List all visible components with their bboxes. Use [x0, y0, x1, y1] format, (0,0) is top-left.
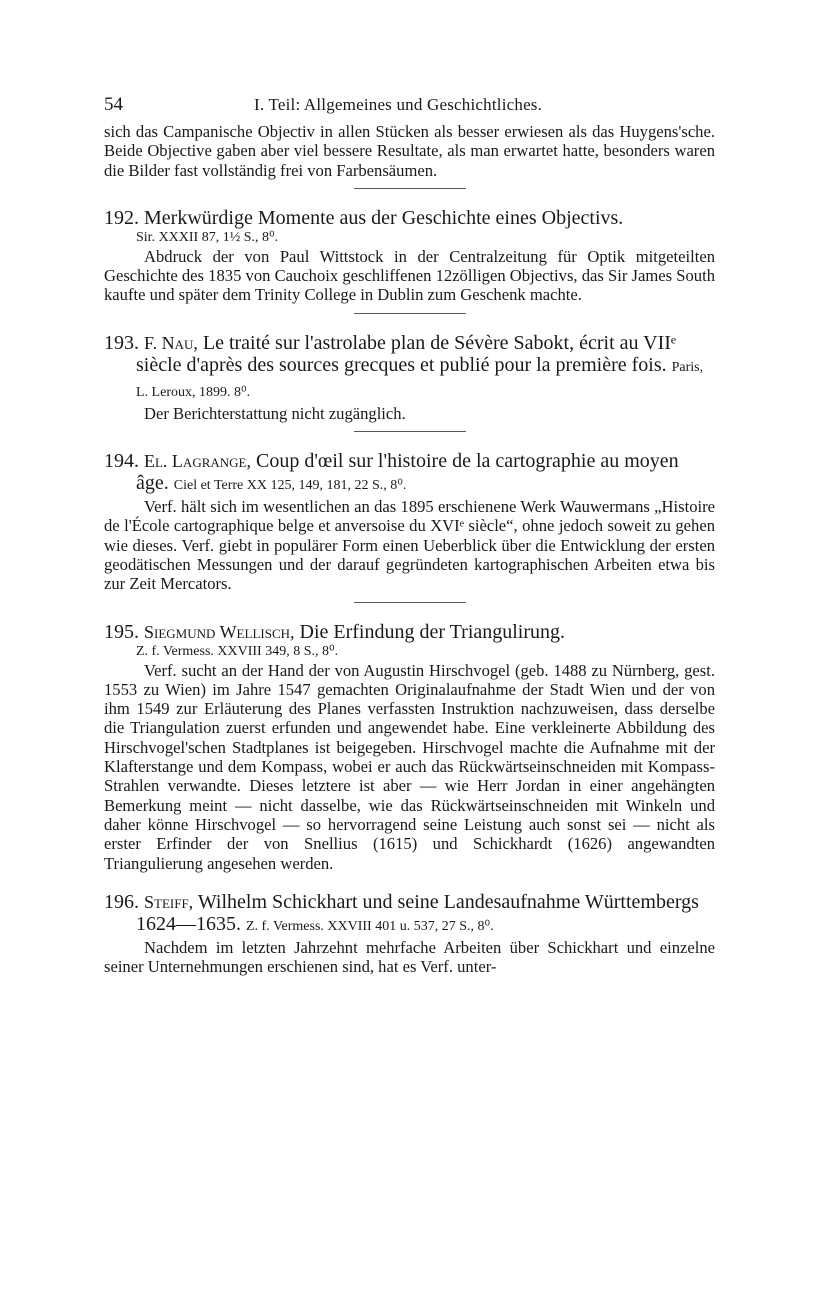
- entry-body: Verf. sucht an der Hand der von Augustin Hirschvogel (geb. 1488 zu Nürnberg, gest. 1553 zu Wien) im Jahre 1547 gemachten Originalaufnahme der Stadt Wien und der von ihm 1549 zur Erläuterung des Planes verfassten Instruktion nachzuweisen, dass derselbe die Triangulation zuerst erfunden und angewendet habe. Eine verkleinerte Abbildung des Hirschvogel'schen Stadtplanes ist beigegeben. Hirschvogel machte die Aufnahme mit der Klafterstange und dem Kompass, wobei er auch das Rückwärtseinschneiden mit Kompass-Strahlen verwandte. Dieses letztere ist aber — wie Herr Jordan in einer angehängten Bemerkung meint — nicht dasselbe, wie das Rückwärtseinschneiden mit Winkeln und daher könne Hirschvogel — so hervorragend seine Leistung auch sonst sei — nicht als erster Erfinder der von Snellius (1615) und Schickhardt (1626) angewandten Triangulierung angesehen werden.: [104, 660, 715, 873]
- entry-heading: [104, 621, 715, 661]
- entry-source: Ciel et Terre XX 125, 149, 181, 22 S., 8⁰.: [173, 478, 407, 494]
- document-page: [104, 92, 715, 976]
- entry-title: Le traité sur l'astrolabe plan de Sévère Sabokt, écrit au VIIᵉ siècle d'après des sources grecques et publié pour la première fois.: [136, 331, 677, 376]
- entry-title: Merkwürdige Momente aus der Geschichte eines Objectivs.: [144, 206, 624, 229]
- entry-author: Siegmund Wellisch,: [144, 621, 295, 642]
- entry-author: El. Lagrange,: [144, 451, 251, 472]
- entry-body: Nachdem im letzten Jahrzehnt mehrfache Arbeiten über Schickhart und einzelne seiner Unternehmungen erschienen sind, hat es Verf. unter-: [104, 937, 715, 977]
- entry-heading: [104, 207, 715, 247]
- entry-source: Z. f. Vermess. XXVIII 349, 8 S., 8⁰.: [136, 643, 339, 659]
- section-divider: [354, 188, 466, 189]
- entry-196: [104, 891, 715, 977]
- entry-number: 192.: [104, 206, 139, 229]
- entry-title: Coup d'œil sur l'histoire de la cartographie au moyen âge.: [136, 450, 679, 495]
- page-number: 54: [104, 94, 123, 115]
- spacer: [104, 873, 715, 891]
- entry-author: F. Nau,: [144, 332, 198, 353]
- entry-body: Abdruck der von Paul Wittstock in der Centralzeitung für Optik mitgeteilten Geschichte des 1835 von Cauchoix geschliffenen 12zölligen Objectivs, das Sir James South kaufte und später dem Trinity College in Dublin zum Geschenk machte.: [104, 246, 715, 305]
- entry-heading: [104, 332, 715, 404]
- entry-body: Der Berichterstattung nicht zugänglich.: [144, 403, 406, 423]
- running-title: I. Teil: Allgemeines und Geschichtliches.: [254, 95, 543, 114]
- section-divider: [354, 431, 466, 432]
- entry-192: [104, 207, 715, 305]
- entry-194: [104, 450, 715, 593]
- section-divider: [354, 313, 466, 314]
- entry-body: Verf. hält sich im wesentlichen an das 1895 erschienene Werk Wauwermans „Histoire de l'École cartographique belge et anversoise du XVIᵉ siècle“, ohne jedoch soweit zu gehen wie dieses. Verf. giebt in populärer Form einen Ueberblick über die Entwicklung der ersten geodätischen Messungen und der darauf gegründeten kartographischen Arbeiten etwa bis zur Zeit Mercators.: [104, 497, 715, 594]
- entry-number: 195.: [104, 620, 139, 643]
- entry-author: Steiff,: [144, 891, 194, 912]
- entry-number: 196.: [104, 890, 139, 913]
- entry-number: 193.: [104, 331, 139, 354]
- section-divider: [354, 602, 466, 603]
- entry-195: [104, 621, 715, 873]
- entry-heading: [104, 891, 715, 938]
- entry-number: 194.: [104, 450, 139, 473]
- entry-source: Paris, L. Leroux, 1899. 8⁰.: [136, 359, 704, 400]
- intro-paragraph: sich das Campanische Objectiv in allen Stücken als besser erwiesen als das Huygens'sche. Beide Objective gaben aber viel bessere Resultate, als man erwartet hatte, besonders waren die Bilder fast vollständig frei von Farbensäumen.: [104, 122, 715, 180]
- entry-title: Die Erfindung der Triangulirung.: [299, 620, 566, 643]
- entry-source: Z. f. Vermess. XXVIII 401 u. 537, 27 S., 8⁰.: [246, 918, 494, 934]
- page-header: [104, 92, 715, 122]
- entry-193: [104, 332, 715, 423]
- entry-title: Wilhelm Schickhart und seine Landesaufnahme Württembergs 1624—1635.: [136, 890, 699, 935]
- entry-source: Sir. XXXII 87, 1½ S., 8⁰.: [136, 229, 279, 245]
- entry-heading: [104, 450, 715, 497]
